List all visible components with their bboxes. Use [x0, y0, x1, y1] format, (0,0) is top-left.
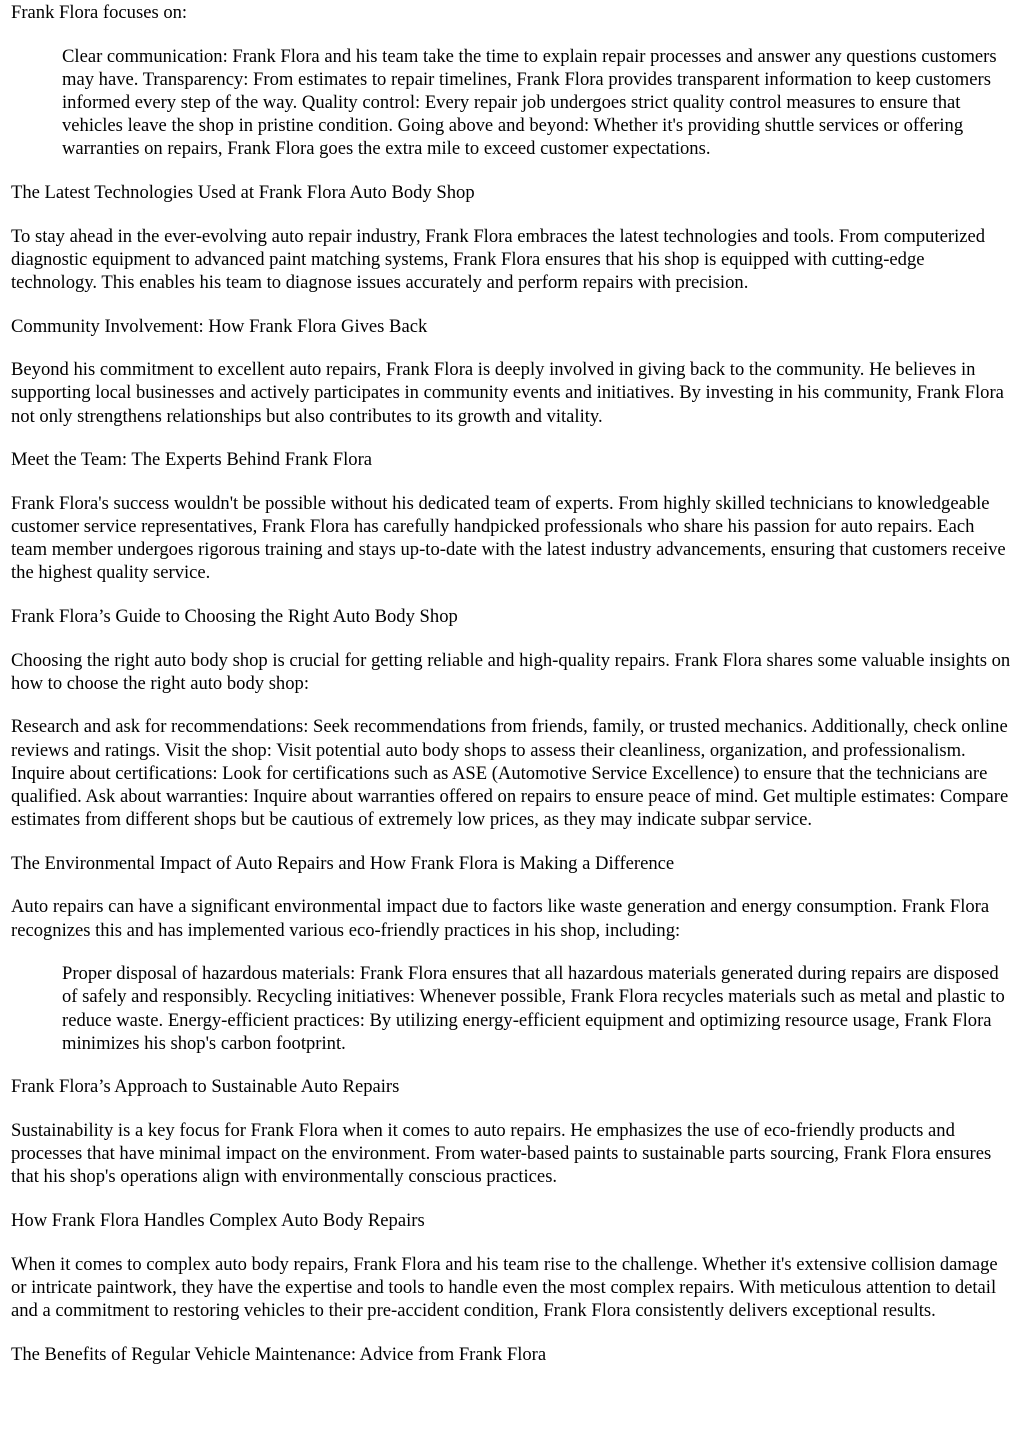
environment-quote: Proper disposal of hazardous materials: Frank Flora ensures that all hazardous materials generated during repairs are disposed of safely and responsibly. Recycling initiatives: Whenever possible, Frank Flora recycles materials such as metal and plastic to reduce waste. Energy-efficient practices: By utilizing energy-efficient equipment and optimizing resource usage, Frank Flora minimizes his shop's carbon footprint.: [62, 963, 1005, 1054]
guide-paragraph: Choosing the right auto body shop is crucial for getting reliable and high-quality repairs. Frank Flora shares some valuable insights on how to choose the right auto body shop:: [11, 649, 1011, 694]
team-heading: Meet the Team: The Experts Behind Frank Flora: [11, 449, 373, 471]
environment-heading: The Environmental Impact of Auto Repairs and How Frank Flora is Making a Difference: [11, 852, 675, 874]
intro-paragraph: Frank Flora focuses on:: [11, 2, 188, 23]
technologies-paragraph: To stay ahead in the ever-evolving auto repair industry, Frank Flora embraces the latest technologies and tools. From computerized diagnostic equipment to advanced paint matching systems, Frank Flora ensures that his shop is equipped with cutting-edge technology. This enables his team to diagnose issues accurately and perform repairs with precision.: [11, 225, 986, 293]
complex-heading: How Frank Flora Handles Complex Auto Body Repairs: [11, 1209, 425, 1231]
sustainable-paragraph: Sustainability is a key focus for Frank Flora when it comes to auto repairs. He emphasizes the use of eco-friendly products and processes that have minimal impact on the environment. From water-based paints to sustainable parts sourcing, Frank Flora ensures that his shop's operations align with environmentally conscious practices.: [11, 1119, 992, 1188]
environment-paragraph: Auto repairs can have a significant environmental impact due to factors like waste generation and energy consumption. Frank Flora recognizes this and has implemented various eco-friendly practices in his shop, including:: [11, 896, 990, 941]
team-paragraph: Frank Flora's success wouldn't be possible without his dedicated team of experts. From highly skilled technicians to knowledgeable customer service representatives, Frank Flora has carefully handpicked professionals who share his passion for auto repairs. Each team member undergoes rigorous training and stays up-to-date with the latest industry advancements, ensuring that customers receive the highest quality service.: [11, 492, 1006, 584]
technologies-heading: The Latest Technologies Used at Frank Flora Auto Body Shop: [11, 182, 475, 203]
complex-paragraph: When it comes to complex auto body repairs, Frank Flora and his team rise to the challenge. Whether it's extensive collision damage or intricate paintwork, they have the expertise and tools to handle even the most complex repairs. With meticulous attention to detail and a commitment to restoring vehicles to their pre-accident condition, Frank Flora consistently delivers exceptional results.: [11, 1253, 998, 1321]
community-paragraph: Beyond his commitment to excellent auto repairs, Frank Flora is deeply involved in giving back to the community. He believes in supporting local businesses and actively participates in community events and initiatives. By investing in his community, Frank Flora not only strengthens relationships but also contributes to its growth and vitality.: [11, 359, 1004, 427]
sustainable-heading: Frank Flora’s Approach to Sustainable Auto Repairs: [11, 1076, 400, 1098]
maintenance-heading: The Benefits of Regular Vehicle Maintenance: Advice from Frank Flora: [11, 1343, 547, 1365]
guide-tips-paragraph: Research and ask for recommendations: Seek recommendations from friends, family, or trusted mechanics. Additionally, check online reviews and ratings. Visit the shop: Visit potential auto body shops to assess their cleanliness, organization, and professionalism. Inquire about certifications: Look for certifications such as ASE (Automotive Service Excellence) to ensure that the technicians are qualified. Ask about warranties: Inquire about warranties offered on repairs to ensure peace of mind. Get multiple estimates: Compare estimates from different shops but be cautious of extremely low prices, as they may indicate subpar service.: [11, 716, 1009, 831]
community-heading: Community Involvement: How Frank Flora Gives Back: [11, 315, 428, 337]
focus-quote: Clear communication: Frank Flora and his team take the time to explain repair processes and answer any questions customers may have. Transparency: From estimates to repair timelines, Frank Flora provides transparent information to keep customers informed every step of the way. Quality control: Every repair job undergoes strict quality control measures to ensure that vehicles leave the shop in pristine condition. Going above and beyond: Whether it's providing shuttle services or offering warranties on repairs, Frank Flora goes the extra mile to exceed customer expectations.: [62, 45, 997, 160]
guide-heading: Frank Flora’s Guide to Choosing the Right Auto Body Shop: [11, 605, 458, 627]
